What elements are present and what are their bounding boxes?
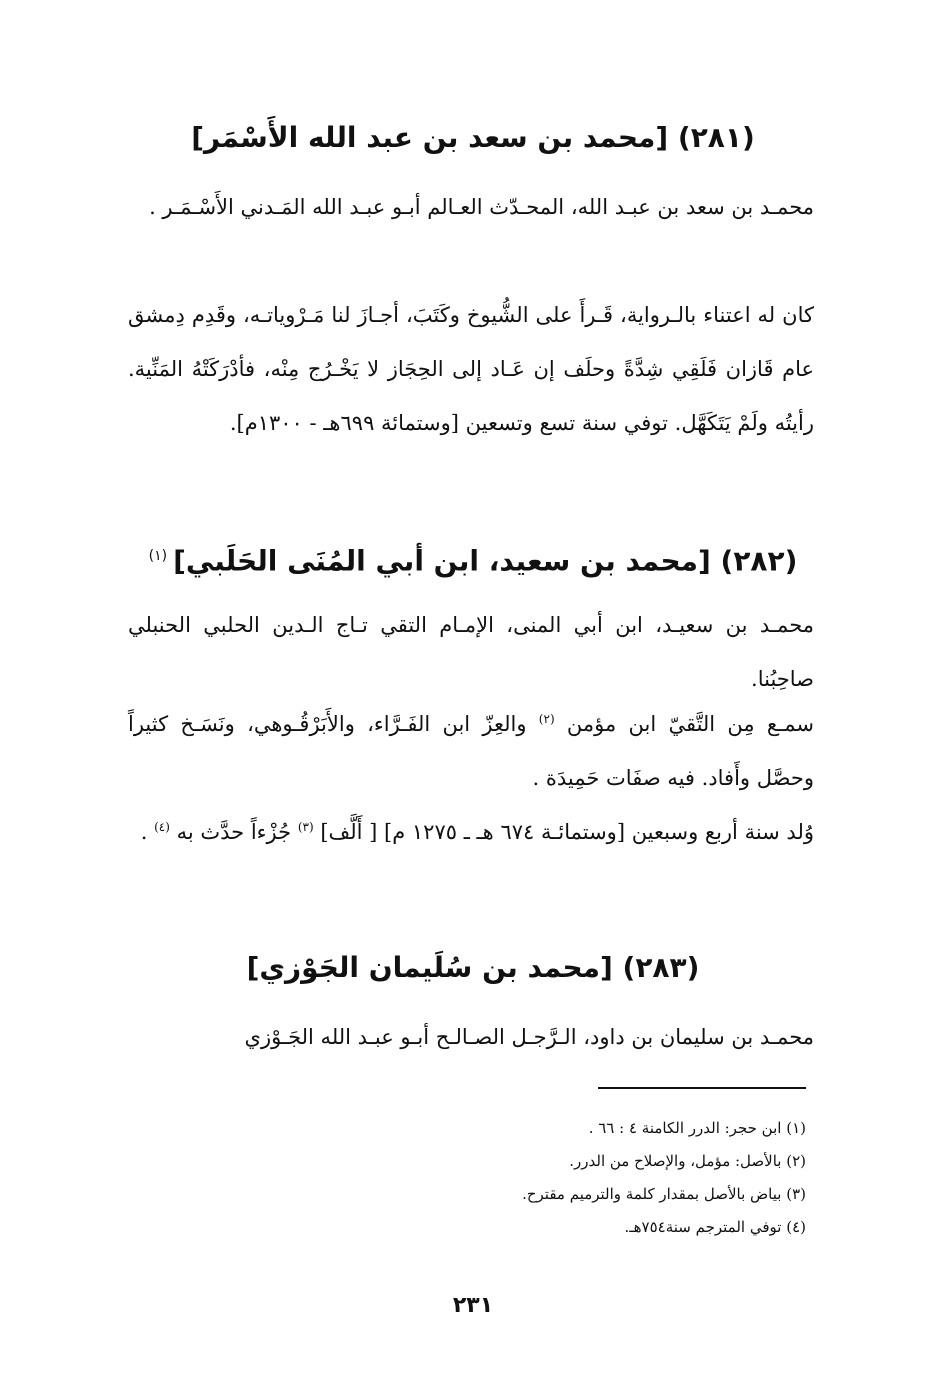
- footnote-1: (١) ابن حجر: الدرر الكامنة ٤ : ٦٦ .: [588, 1119, 806, 1137]
- entry-282-text-2: [128, 692, 814, 805]
- entry-282-text-3: [128, 800, 814, 859]
- entry-282-paragraph-1: [128, 598, 814, 706]
- footnote-4: (٤) توفي المترجم سنة٧٥٤هـ.: [624, 1218, 806, 1236]
- footnote-ref-3: (٣): [297, 820, 314, 834]
- entry-282-text-3-after: .: [140, 820, 148, 844]
- entry-282-text-2-after: والعِزّ ابن الفَـرَّاء، والأَبَرْقُـوهي، ونَسَـخ كثيراً وحصَّل وأَفاد. فيه صفَات حَمِيدَة .: [128, 712, 814, 790]
- entry-282-text-3-middle: جُزْءاً حدَّث به: [176, 820, 292, 844]
- footnotes: [246, 1112, 806, 1244]
- entry-282-footnote-ref: (١): [148, 548, 168, 564]
- entry-283-heading: (٢٨٣) [محمد بن سُلَيمان الجَوْزي]: [246, 951, 700, 984]
- entry-281-paragraph-2: [128, 288, 814, 450]
- entry-283-paragraph-1: [128, 1010, 814, 1064]
- entry-282-paragraph-2: [128, 692, 814, 805]
- entry-282-text-2-before: سمـع مِن التَّقيّ ابن مؤمن: [566, 712, 814, 736]
- entry-282-paragraph-3: [128, 800, 814, 859]
- footnote-ref-2: (٢): [538, 712, 555, 726]
- entry-282-heading: [120, 536, 826, 581]
- entry-282-heading-text: (٢٨٢) [محمد بن سعيد، ابن أبي المُنَى الحَلَبي]: [173, 544, 798, 578]
- footnote-divider: [598, 1087, 806, 1089]
- page-number: ٢٣١: [452, 1293, 494, 1318]
- entry-281-text-2: كان له اعتناء بالـرواية، قَـرأَ على الشُّيوخ وكَتَبَ، أجـازَ لنا مَـرْوياتـه، وقَدِم دِمشق عام قَازان فَلَقِي شِدَّةً وحلَف إن عَـاد إلى الحِجَاز لا يَخْـرُج مِنْه، فأدْرَكَتْهُ المَنِّية. رأيتُه ولَمْ يَتَكَهَّل. توفي سنة تسع وتسعين [وستمائة ٦٩٩هـ - ١٣٠٠م].: [128, 303, 814, 435]
- entry-282-text-1: محمـد بن سعيـد، ابن أبي المنى، الإمـام التقي تـاج الـدين الحلبي الحنبلي صاحِبُنا.: [128, 613, 814, 691]
- footnote-3: (٣) بياض بالأصل بمقدار كلمة والترميم مقترح.: [522, 1185, 806, 1203]
- footnote-ref-4: (٤): [154, 820, 170, 834]
- entry-281-heading: (٢٨١) [محمد بن سعد بن عبد الله الأَسْمَر]: [191, 121, 755, 154]
- entry-281-paragraph-1: [128, 180, 814, 234]
- entry-282-text-3-before: وُلد سنة أربع وسبعين [وستمائـة ٦٧٤ هـ ـ ١٢٧٥ م] [ أَلَّف]: [320, 820, 814, 844]
- entry-283-text-1: محمـد بن سليمان بن داود، الـرَّجـل الصـالـح أبـو عبـد الله الجَـوْزي: [244, 1025, 814, 1049]
- entry-281-text-1: محمـد بن سعد بن عبـد الله، المحـدّث العـالم أبـو عبـد الله المَـدني الأَسْـمَـر .: [149, 195, 814, 219]
- footnote-2: (٢) بالأصل: مؤمل، والإصلاح من الدرر.: [569, 1152, 806, 1170]
